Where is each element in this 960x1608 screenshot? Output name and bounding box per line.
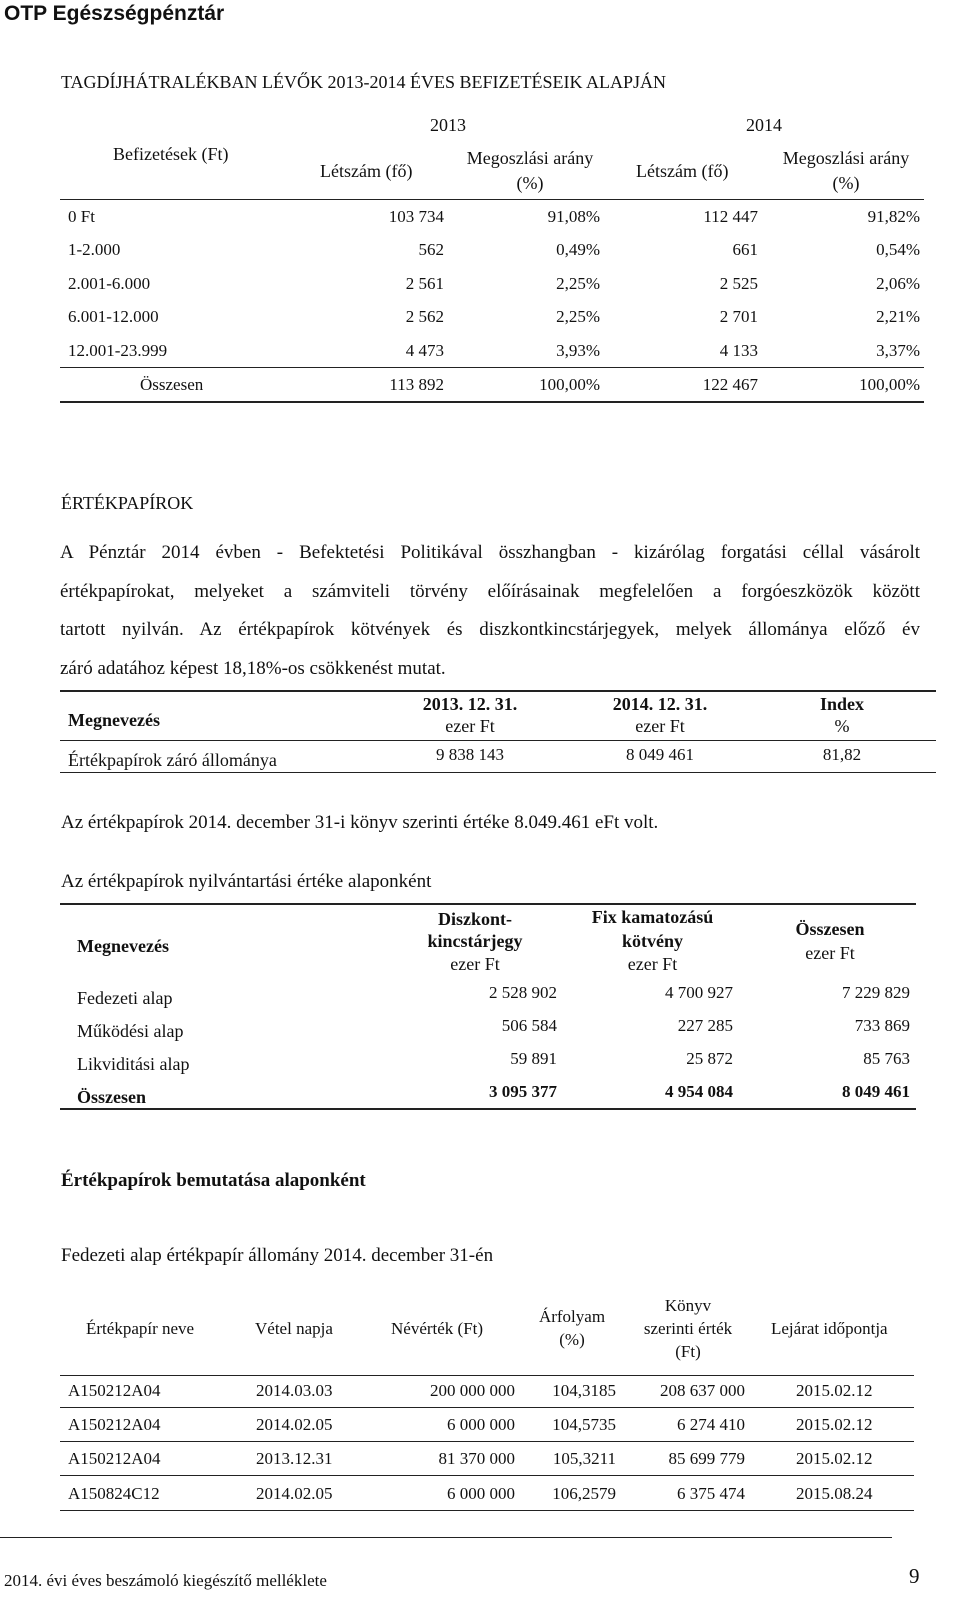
summary-row-index: 81,82 — [822, 745, 862, 764]
pres-row-book: 208 637 000 — [660, 1381, 745, 1400]
by-fund-row-fixed: 25 872 — [686, 1049, 733, 1068]
pres-row-nominal: 6 000 000 — [447, 1415, 515, 1434]
year-2014: 2014 — [746, 115, 782, 135]
by-fund-row-label: Likviditási alap — [77, 1054, 190, 1074]
pres-row-rate: 104,3185 — [552, 1381, 616, 1400]
by-fund-col-total: Összesen — [795, 919, 865, 939]
by-fund-row-discount: 59 891 — [510, 1049, 557, 1068]
col-megoszlas-2014-line1: Megoszlási arány — [782, 148, 910, 168]
arrears-total-rule — [60, 367, 924, 368]
pres-row-rate: 105,3211 — [552, 1449, 616, 1468]
pres-row-name: A150212A04 — [68, 1415, 161, 1434]
by-fund-top-rule — [60, 903, 916, 905]
pres-row-date: 2014.02.05 — [256, 1484, 333, 1503]
by-fund-col-discount-line2: kincstárjegy — [427, 931, 523, 951]
cell-count-2013: 103 734 — [388, 207, 444, 226]
paragraph-line: záró adatához képest 18,18%-os csökkenést mutat. — [60, 657, 446, 679]
summary-col-name: Megnevezés — [68, 710, 160, 730]
pres-row-maturity: 2015.08.24 — [796, 1484, 873, 1503]
securities-heading: ÉRTÉKPAPÍROK — [61, 493, 194, 513]
by-fund-total-sum: 8 049 461 — [842, 1082, 910, 1101]
paragraph-line: tartott nyilván. Az értékpapírok kötvények és diszkontkincstárjegyek, melyek állománya előző év — [60, 619, 920, 640]
col-befizetesek: Befizetések (Ft) — [113, 144, 229, 164]
arrears-title: TAGDÍJHÁTRALÉKBAN LÉVŐK 2013-2014 ÉVES BEFIZETÉSEIK ALAPJÁN — [61, 72, 667, 92]
pres-col-name: Értékpapír neve — [86, 1319, 195, 1338]
total-share-2014: 100,00% — [859, 375, 920, 394]
total-count-2014: 122 467 — [702, 375, 758, 394]
arrears-bottom-rule — [60, 401, 924, 403]
pres-row-name: A150212A04 — [68, 1449, 161, 1468]
paragraph-line: A Pénztár 2014 évben - Befektetési Politikával összhangban - kizárólag forgatási céllal vásárolt — [60, 542, 920, 563]
cell-count-2014: 661 — [732, 240, 758, 259]
summary-bottom-rule — [60, 772, 936, 773]
book-value-text: Az értékpapírok 2014. december 31-i könyv szerinti értéke 8.049.461 eFt volt. — [61, 812, 659, 833]
col-letszam-2013: Létszám (fő) — [320, 161, 413, 181]
summary-col-2014-unit: ezer Ft — [635, 716, 685, 736]
pres-row-maturity: 2015.02.12 — [796, 1415, 873, 1434]
summary-col-2014: 2014. 12. 31. — [612, 694, 708, 714]
pres-col-book-line3: (Ft) — [675, 1342, 701, 1361]
by-fund-title: Az értékpapírok nyilvántartási értéke alaponként — [61, 871, 432, 892]
pres-col-maturity: Lejárat időpontja — [771, 1319, 888, 1338]
summary-row-2013: 9 838 143 — [436, 745, 504, 764]
pres-row-maturity: 2015.02.12 — [796, 1449, 873, 1468]
pres-row-rule — [60, 1475, 914, 1476]
cell-share-2013: 91,08% — [547, 207, 600, 226]
cell-count-2014: 2 701 — [719, 307, 758, 326]
summary-row-label: Értékpapírok záró állománya — [68, 750, 277, 770]
cell-count-2014: 112 447 — [703, 207, 758, 226]
col-megoszlas-2014-line2: (%) — [832, 173, 860, 193]
pres-header-rule — [60, 1375, 914, 1376]
cell-count-2013: 4 473 — [405, 341, 444, 360]
footer-rule — [0, 1537, 892, 1538]
cell-count-2013: 2 561 — [405, 274, 444, 293]
securities-paragraph — [60, 534, 920, 688]
by-fund-row-label: Fedezeti alap — [77, 988, 173, 1008]
summary-col-2013-unit: ezer Ft — [445, 716, 495, 736]
summary-row-2014: 8 049 461 — [626, 745, 694, 764]
cell-share-2013: 3,93% — [556, 341, 600, 360]
pres-row-book: 85 699 779 — [668, 1449, 745, 1468]
by-fund-total-discount: 3 095 377 — [489, 1082, 557, 1101]
cell-count-2014: 2 525 — [719, 274, 758, 293]
pres-row-date: 2014.02.05 — [256, 1415, 333, 1434]
page-number: 9 — [909, 1564, 920, 1588]
row-band: 1-2.000 — [68, 240, 121, 259]
summary-col-2013: 2013. 12. 31. — [422, 694, 518, 714]
row-band: 0 Ft — [68, 207, 95, 226]
summary-top-rule — [60, 690, 936, 692]
by-fund-col-fixed-line1: Fix kamatozású — [591, 907, 714, 927]
paragraph-line: értékpapírokat, melyeket a számviteli törvény előírásainak megfelelően a forgóeszközök között — [60, 580, 920, 602]
cell-share-2014: 0,54% — [876, 240, 920, 259]
pres-col-nominal: Névérték (Ft) — [391, 1319, 484, 1338]
total-count-2013: 113 892 — [389, 375, 444, 394]
cell-share-2013: 0,49% — [556, 240, 600, 259]
pres-row-rate: 106,2579 — [552, 1484, 616, 1503]
presentation-subtitle: Fedezeti alap értékpapír állomány 2014. december 31-én — [61, 1245, 494, 1266]
pres-row-name: A150212A04 — [68, 1381, 161, 1400]
col-megoszlas-2013-line1: Megoszlási arány — [466, 148, 594, 168]
pres-bottom-rule — [60, 1510, 914, 1511]
cell-count-2014: 4 133 — [719, 341, 758, 360]
summary-col-index-unit: % — [834, 716, 850, 736]
cell-share-2014: 2,06% — [876, 274, 920, 293]
pres-row-maturity: 2015.02.12 — [796, 1381, 873, 1400]
row-band: 6.001-12.000 — [68, 307, 159, 326]
year-2013: 2013 — [430, 115, 466, 135]
pres-row-rule — [60, 1441, 914, 1442]
by-fund-row-fixed: 227 285 — [677, 1016, 733, 1035]
by-fund-row-discount: 2 528 902 — [489, 983, 557, 1002]
cell-share-2014: 91,82% — [867, 207, 920, 226]
cell-share-2013: 2,25% — [556, 307, 600, 326]
pres-col-date: Vétel napja — [255, 1319, 333, 1338]
document-header-title: OTP Egészségpénztár — [4, 2, 225, 25]
row-band: 12.001-23.999 — [68, 341, 168, 360]
by-fund-col-discount-line1: Diszkont- — [437, 909, 512, 929]
total-label: Összesen — [140, 375, 204, 394]
col-letszam-2014: Létszám (fő) — [636, 161, 729, 181]
pres-row-nominal: 81 370 000 — [438, 1449, 515, 1468]
summary-col-index: Index — [819, 694, 864, 714]
cell-count-2013: 2 562 — [405, 307, 444, 326]
by-fund-total-label: Összesen — [77, 1087, 146, 1107]
pres-row-nominal: 200 000 000 — [430, 1381, 515, 1400]
by-fund-row-total: 733 869 — [854, 1016, 910, 1035]
summary-header-rule — [60, 740, 936, 741]
total-share-2013: 100,00% — [539, 375, 600, 394]
by-fund-bottom-rule — [60, 1108, 916, 1110]
pres-col-book-line2: szerinti érték — [643, 1319, 733, 1338]
cell-share-2013: 2,25% — [556, 274, 600, 293]
by-fund-col-fixed-unit: ezer Ft — [627, 954, 678, 974]
presentation-heading: Értékpapírok bemutatása alaponként — [61, 1170, 366, 1191]
pres-row-nominal: 6 000 000 — [447, 1484, 515, 1503]
by-fund-col-discount-unit: ezer Ft — [450, 954, 500, 974]
pres-row-book: 6 274 410 — [677, 1415, 745, 1434]
by-fund-col-total-unit: ezer Ft — [805, 943, 855, 963]
cell-share-2014: 2,21% — [876, 307, 920, 326]
pres-col-book-line1: Könyv — [664, 1296, 712, 1315]
pres-row-rate: 104,5735 — [552, 1415, 616, 1434]
by-fund-total-fixed: 4 954 084 — [665, 1082, 733, 1101]
by-fund-col-name: Megnevezés — [77, 936, 169, 956]
footer-text: 2014. évi éves beszámoló kiegészítő melléklete — [4, 1571, 327, 1590]
pres-col-rate-line1: Árfolyam — [538, 1307, 606, 1326]
arrears-header-rule — [60, 199, 924, 200]
col-megoszlas-2013-line2: (%) — [516, 173, 544, 193]
pres-row-date: 2013.12.31 — [256, 1449, 333, 1468]
by-fund-row-label: Működési alap — [77, 1021, 184, 1041]
pres-row-book: 6 375 474 — [677, 1484, 745, 1503]
by-fund-row-discount: 506 584 — [501, 1016, 557, 1035]
pres-col-rate-line2: (%) — [559, 1330, 585, 1349]
cell-count-2013: 562 — [418, 240, 444, 259]
by-fund-row-total: 7 229 829 — [842, 983, 910, 1002]
by-fund-row-fixed: 4 700 927 — [665, 983, 733, 1002]
row-band: 2.001-6.000 — [68, 274, 151, 293]
pres-row-date: 2014.03.03 — [256, 1381, 333, 1400]
by-fund-col-fixed-line2: kötvény — [621, 931, 683, 951]
by-fund-row-total: 85 763 — [863, 1049, 910, 1068]
pres-row-rule — [60, 1407, 914, 1408]
pres-row-name: A150824C12 — [68, 1484, 160, 1503]
cell-share-2014: 3,37% — [876, 341, 920, 360]
